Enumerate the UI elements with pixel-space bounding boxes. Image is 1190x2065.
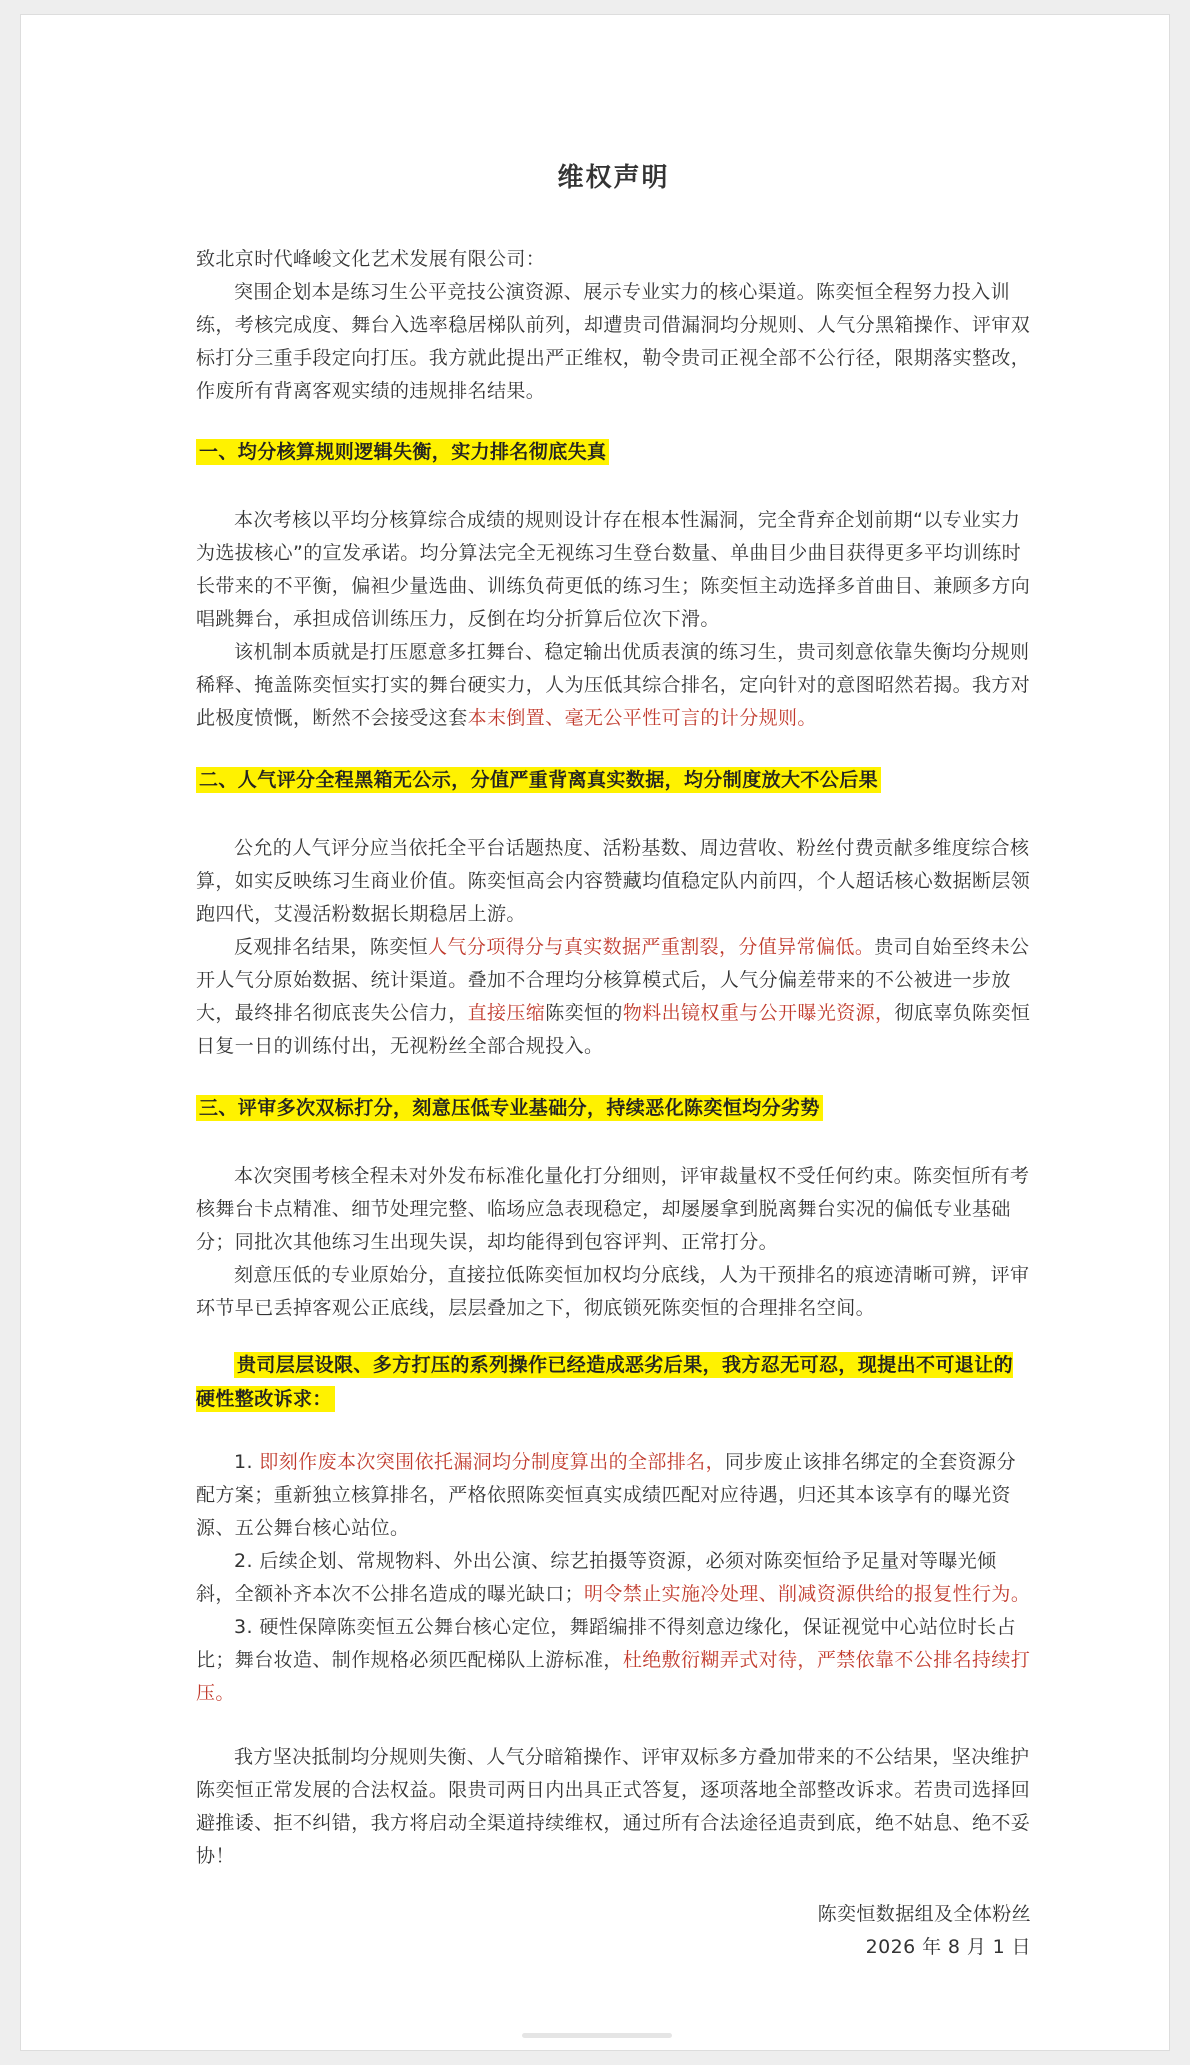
section-2-paragraph-1: 公允的人气评分应当依托全平台话题热度、活粉基数、周边营收、粉丝付费贡献多维度综合核算，如实反映练习生商业价值。陈奕恒高会内容赞藏均值稳定队内前四，个人超话核心数据断层领跑四代，艾漫活粉数据长期稳居上游。 — [196, 837, 1031, 925]
demand-item-2 — [196, 1545, 1031, 1611]
section-2-text-b: 贵司自始至终未公开人气分原始数据、统计渠道。叠加不合理均分核算模式后，人气分偏差带来的不公被进一步放大，最终排名彻底丧失公信力， — [196, 936, 1030, 1024]
demand-item-3 — [196, 1611, 1031, 1710]
section-3-paragraph-2: 刻意压低的专业原始分，直接拉低陈奕恒加权均分底线，人为干预排名的痕迹清晰可辨，评审环节早已丢掉客观公正底线，层层叠加之下，彻底锁死陈奕恒的合理排名空间。 — [196, 1264, 1030, 1319]
demand-1-text: 同步废止该排名绑定的全套资源分配方案；重新独立核算排名，严格依照陈奕恒真实成绩匹配对应待遇，归还其本该享有的曝光资源、五公舞台核心站位。 — [196, 1451, 1016, 1539]
demand-2-number: 2. — [234, 1550, 260, 1572]
section-3-paragraph-1: 本次突围考核全程未对外发布标准化量化打分细则，评审裁量权不受任何约束。陈奕恒所有考核舞台卡点精准、细节处理完整、临场应急表现稳定，却屡屡拿到脱离舞台实况的偏低专业基础分；同批次其他练习生出现失误，却均能得到包容评判、正常打分。 — [196, 1165, 1030, 1253]
section-2-emphasis-1: 人气分项得分与真实数据严重割裂，分值异常偏低。 — [428, 936, 875, 958]
section-1-emphasis: 本末倒置、毫无公平性可言的计分规则。 — [467, 707, 817, 729]
section-3-heading-text: 三、评审多次双标打分，刻意压低专业基础分，持续恶化陈奕恒均分劣势 — [196, 1095, 823, 1121]
section-2-heading-text: 二、人气评分全程黑箱无公示，分值严重背离真实数据，均分制度放大不公后果 — [196, 767, 881, 793]
signature: 陈奕恒数据组及全体粉丝 — [817, 1903, 1031, 1925]
section-1-paragraph-2 — [196, 636, 1031, 735]
section-1-heading-text: 一、均分核算规则逻辑失衡，实力排名彻底失真 — [196, 439, 609, 465]
demand-item-1 — [196, 1446, 1031, 1545]
section-1-paragraph-2-text: 该机制本质就是打压愿意多扛舞台、稳定输出优质表演的练习生，贵司刻意依靠失衡均分规则稀释、掩盖陈奕恒实打实的舞台硬实力，人为压低其综合排名，定向针对的意图昭然若揭。我方对此极度愤慨，断然不会接受这套 — [196, 641, 1031, 729]
section-2-text-d: 彻底辜负陈奕恒日复一日的训练付出，无视粉丝全部合规投入。 — [196, 1002, 1031, 1057]
document-sheet — [20, 14, 1170, 2051]
section-2-emphasis-3: 物料出镜权重与公开曝光资源， — [622, 1002, 895, 1024]
demand-1-emphasis: 即刻作废本次突围依托漏洞均分制度算出的全部排名， — [259, 1451, 725, 1473]
demand-3-number: 3. — [234, 1616, 260, 1638]
section-1-paragraph-1: 本次考核以平均分核算综合成绩的规则设计存在根本性漏洞，完全背弃企划前期“以专业实力为选拔核心”的宣发承诺。均分算法完全无视练习生登台数量、单曲目少曲目获得更多平均训练时长带来的不平衡，偏袒少量选曲、训练负荷更低的练习生；陈奕恒主动选择多首曲目、兼顾多方向唱跳舞台，承担成倍训练压力，反倒在均分折算后位次下滑。 — [196, 509, 1031, 630]
section-2-text-c: 陈奕恒的 — [545, 1002, 623, 1024]
section-2-emphasis-2: 直接压缩 — [467, 1002, 546, 1024]
demand-1-number: 1. — [234, 1451, 260, 1473]
demands-heading-text: 贵司层层设限、多方打压的系列操作已经造成恶劣后果，我方忍无可忍，现提出不可退让的硬性整改诉求： — [196, 1354, 1014, 1410]
demand-3-text: 硬性保障陈奕恒五公舞台核心定位，舞蹈编排不得刻意边缘化，保证视觉中心站位时长占比；舞台妆造、制作规格必须匹配梯队上游标准， — [196, 1616, 1016, 1671]
demand-2-text: 后续企划、常规物料、外出公演、综艺拍摄等资源，必须对陈奕恒给予足量对等曝光倾斜，全额补齐本次不公排名造成的曝光缺口； — [196, 1550, 997, 1605]
section-2-heading — [196, 764, 1031, 797]
document-body — [196, 160, 1031, 1964]
home-indicator — [522, 2033, 672, 2038]
closing-paragraph: 我方坚决抵制均分规则失衡、人气分暗箱操作、评审双标多方叠加带来的不公结果，坚决维护陈奕恒正常发展的合法权益。限贵司两日内出具正式答复，逐项落地全部整改诉求。若贵司选择回避推诿、拒不纠错，我方将启动全渠道持续维权，通过所有合法途径追责到底，绝不姑息、绝不妥协！ — [196, 1746, 1031, 1867]
section-3-heading — [196, 1092, 1031, 1125]
demand-2-emphasis: 明令禁止实施冷处理、削减资源供给的报复性行为。 — [584, 1583, 1031, 1605]
section-2-paragraph-2 — [196, 931, 1031, 1063]
demand-3-emphasis: 杜绝敷衍糊弄式对待，严禁依靠不公排名持续打压。 — [196, 1649, 1031, 1704]
demands-heading — [196, 1348, 1031, 1416]
section-2-text-a: 反观排名结果，陈奕恒 — [234, 936, 429, 958]
date: 2026 年 8 月 1 日 — [865, 1936, 1031, 1958]
intro-paragraph: 突围企划本是练习生公平竞技公演资源、展示专业实力的核心渠道。陈奕恒全程努力投入训练，考核完成度、舞台入选率稳居梯队前列，却遭贵司借漏洞均分规则、人气分黑箱操作、评审双标打分三重手段定向打压。我方就此提出严正维权，勒令贵司正视全部不公行径，限期落实整改，作废所有背离客观实绩的违规排名结果。 — [196, 281, 1031, 402]
section-1-heading — [196, 436, 1031, 469]
document-title: 维权声明 — [557, 163, 670, 193]
salutation: 致北京时代峰峻文化艺术发展有限公司： — [196, 248, 546, 270]
demands-list — [196, 1446, 1031, 1710]
